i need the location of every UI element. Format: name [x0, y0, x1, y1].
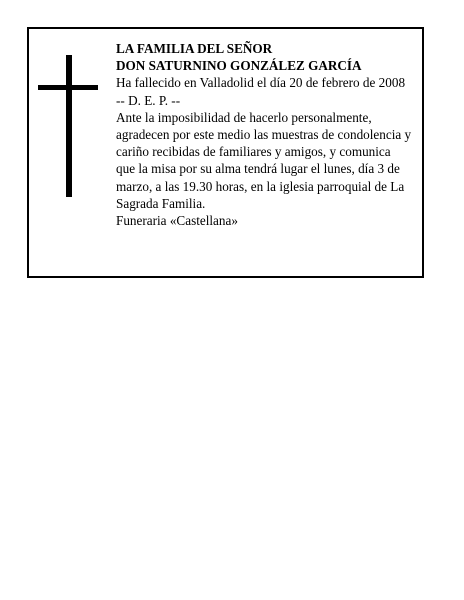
body-line: marzo, a las 19.30 horas, en la iglesia parroquial de La [116, 178, 405, 194]
body-line: Sagrada Familia. [116, 195, 206, 211]
cross-horizontal-bar [38, 85, 98, 90]
death-announcement: Ha fallecido en Valladolid el día 20 de febrero de 2008 [116, 75, 406, 91]
body-line: Ante la imposibilidad de hacerlo personalmente, [116, 109, 372, 125]
notice-text [116, 40, 424, 229]
funeral-home: Funeraria «Castellana» [116, 213, 238, 229]
obituary-notice [27, 27, 424, 278]
notice-heading-deceased-name: DON SATURNINO GONZÁLEZ GARCÍA [116, 58, 362, 74]
body-line: cariño recibidas de familiares y amigos, y comunica [116, 144, 391, 160]
cross-vertical-bar [66, 55, 72, 197]
rip-line: -- D. E. P. -- [116, 92, 181, 108]
body-line: que la misa por su alma tendrá lugar el lunes, día 3 de [116, 161, 400, 177]
notice-heading-family: LA FAMILIA DEL SEÑOR [116, 41, 273, 56]
body-line: agradecen por este medio las muestras de condolencia y [116, 127, 412, 143]
